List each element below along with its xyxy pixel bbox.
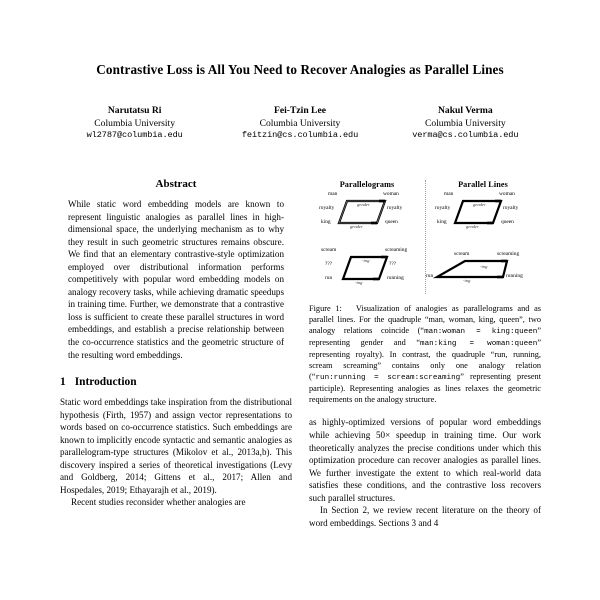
edge-label-gender-bottom: gender (466, 224, 479, 229)
word-label-running: running (387, 275, 404, 281)
section-title: Introduction (74, 376, 137, 389)
word-label-running: running (506, 273, 523, 279)
word-label-screaming: screaming (385, 247, 408, 253)
figure-caption-text-1: Visualization of analogies as parallelograms and as parallel lines. For the quadruple “man, woman, king, queen”, two analogy relations coincide (“ (309, 304, 541, 336)
word-label-scream: scream (454, 251, 470, 257)
word-label-screaming: screaming (497, 251, 520, 257)
abstract-heading: Abstract (155, 178, 197, 190)
panel-title: Parallel Lines (458, 180, 508, 189)
author-email: verma@cs.columbia.edu (412, 130, 519, 141)
edge-label-royalty-right: royalty (503, 205, 519, 211)
trapezoid-shape (425, 245, 541, 293)
right-column-paragraph-2: In Section 2, we review recent literature on the theory of word embeddings. Sections 3 and 4 (309, 505, 541, 528)
author-affiliation: Columbia University (424, 118, 506, 130)
edge-label-royalty-right: royalty (387, 205, 403, 211)
author-email: wl2787@columbia.edu (86, 130, 183, 141)
parallelogram-shape (425, 189, 541, 237)
edge-label-unknown-left: ??? (325, 261, 333, 267)
figure-caption-mono-1: man:woman = king:queen (424, 328, 538, 337)
intro-paragraph-2: Recent studies reconsider whether analogies are (71, 497, 246, 508)
abstract-text: While static word embedding models are known to represent linguistic analogies as parallel lines in high-dimensional space, the underlying mechanism as to why they result in such geometric structures remains obscure. We find that an elementary contrastive-style optimization employed over distributional information performs competitively with popular word embedding models on analogy recovery tasks, while achieving dramatic speedups in training time. Further, we demonstrate that a contrastive loss is sufficient to create these parallel structures in word embeddings, and establish a precise relationship between the co-occurrence statistics and the geometric structure of the resulting word embeddings. (68, 199, 284, 360)
figure-caption-mono-2: man:king = woman:queen (420, 340, 538, 349)
author-block (52, 104, 217, 142)
word-label-king: king (437, 219, 447, 225)
word-label-woman: woman (383, 191, 399, 197)
panel-parallel-lines (425, 178, 541, 296)
author-block (217, 104, 382, 142)
figure-panels (309, 178, 541, 296)
edge-label-royalty-left: royalty (435, 205, 451, 211)
edge-label-gender-bottom: gender (350, 224, 363, 229)
right-column-continuation: as highly-optimized versions of popular word embeddings while achieving 50× speedup in training time. Our work theoretically analyzes the precise conditions under which this optimization procedure can recover analogies as parallel lines. We further investigate the extent to which real-world data satisfies these conditions, and the contrastive loss recovers such parallel structures. (309, 417, 541, 503)
figure-1 (309, 178, 541, 405)
edge-label-gender-top: gender (357, 202, 370, 207)
word-label-run: run (426, 273, 434, 279)
author-name: Fei-Tzin Lee (274, 104, 326, 116)
author-name: Nakul Verma (438, 104, 493, 116)
word-label-queen: queen (501, 219, 514, 225)
author-block (383, 104, 548, 142)
body-columns (0, 178, 600, 529)
word-label-run: run (325, 275, 333, 281)
word-label-queen: queen (385, 219, 398, 225)
panel-title: Parallelograms (339, 180, 395, 189)
word-label-woman: woman (499, 191, 515, 197)
figure-caption-mono-3: run:running = scream:screaming (315, 374, 461, 383)
section-number: 1 (60, 376, 66, 389)
edge-label-ing-bottom: -ing (463, 278, 471, 283)
edge-label-ing-bottom: -ing (355, 280, 363, 285)
edge-label-ing-top: -ing (480, 264, 488, 269)
edge-label-unknown-right: ??? (389, 261, 397, 267)
panel-parallelograms (309, 178, 425, 296)
author-affiliation: Columbia University (259, 118, 341, 130)
author-list (0, 104, 600, 142)
word-label-scream: scream (321, 247, 337, 253)
parallelogram-shape (309, 189, 425, 237)
figure-caption-text-2: ” representing gender and “ (309, 326, 541, 348)
edge-label-gender-top: gender (473, 202, 486, 207)
author-name: Narutatsu Ri (107, 104, 162, 116)
section-heading-introduction (60, 376, 292, 388)
word-label-king: king (321, 219, 331, 225)
diagram-ing-trapezoid (425, 245, 541, 293)
figure-label: Figure 1: (309, 304, 342, 313)
page-title: Contrastive Loss is All You Need to Recover Analogies as Parallel Lines (96, 62, 504, 77)
word-label-man: man (328, 191, 338, 197)
edge-label-ing-top: -ing (362, 258, 370, 263)
left-column (60, 178, 292, 529)
diagram-ing-parallelogram (309, 245, 425, 293)
word-label-man: man (444, 191, 454, 197)
diagram-gender-royalty-parallelogram (309, 189, 425, 237)
author-email: feitzin@cs.columbia.edu (241, 130, 359, 141)
author-affiliation: Columbia University (94, 118, 176, 130)
figure-caption (309, 303, 541, 405)
diagram-gender-royalty-lines (425, 189, 541, 237)
edge-label-royalty-left: royalty (319, 205, 335, 211)
abstract-body (60, 198, 292, 361)
intro-paragraph-1: Static word embeddings take inspiration from the distributional hypothesis (Firth, 1957) and assign vector representations to words based on co-occurrence statistics. Such embeddings are known to implicitly encode syntactic and semantic analogies as parallelogram-type structures (Mikolov et al., 2013a,b). This discovery inspired a series of theoretical investigations (Levy and Goldberg, 2014; Gittens et al., 2017; Allen and Hospedales, 2019; Ethayarajh et al., 2019). (60, 397, 292, 495)
figure-caption-text-3: ” representing royalty). In contrast, the quadruple “run, running, scream screaming” contains only one analogy relation (“ (309, 338, 541, 382)
right-column (309, 178, 541, 529)
figure-caption-text-4: ” representing present participle). Representing analogies as lines relaxes the geometric requirements on the analogy structure. (309, 372, 541, 405)
